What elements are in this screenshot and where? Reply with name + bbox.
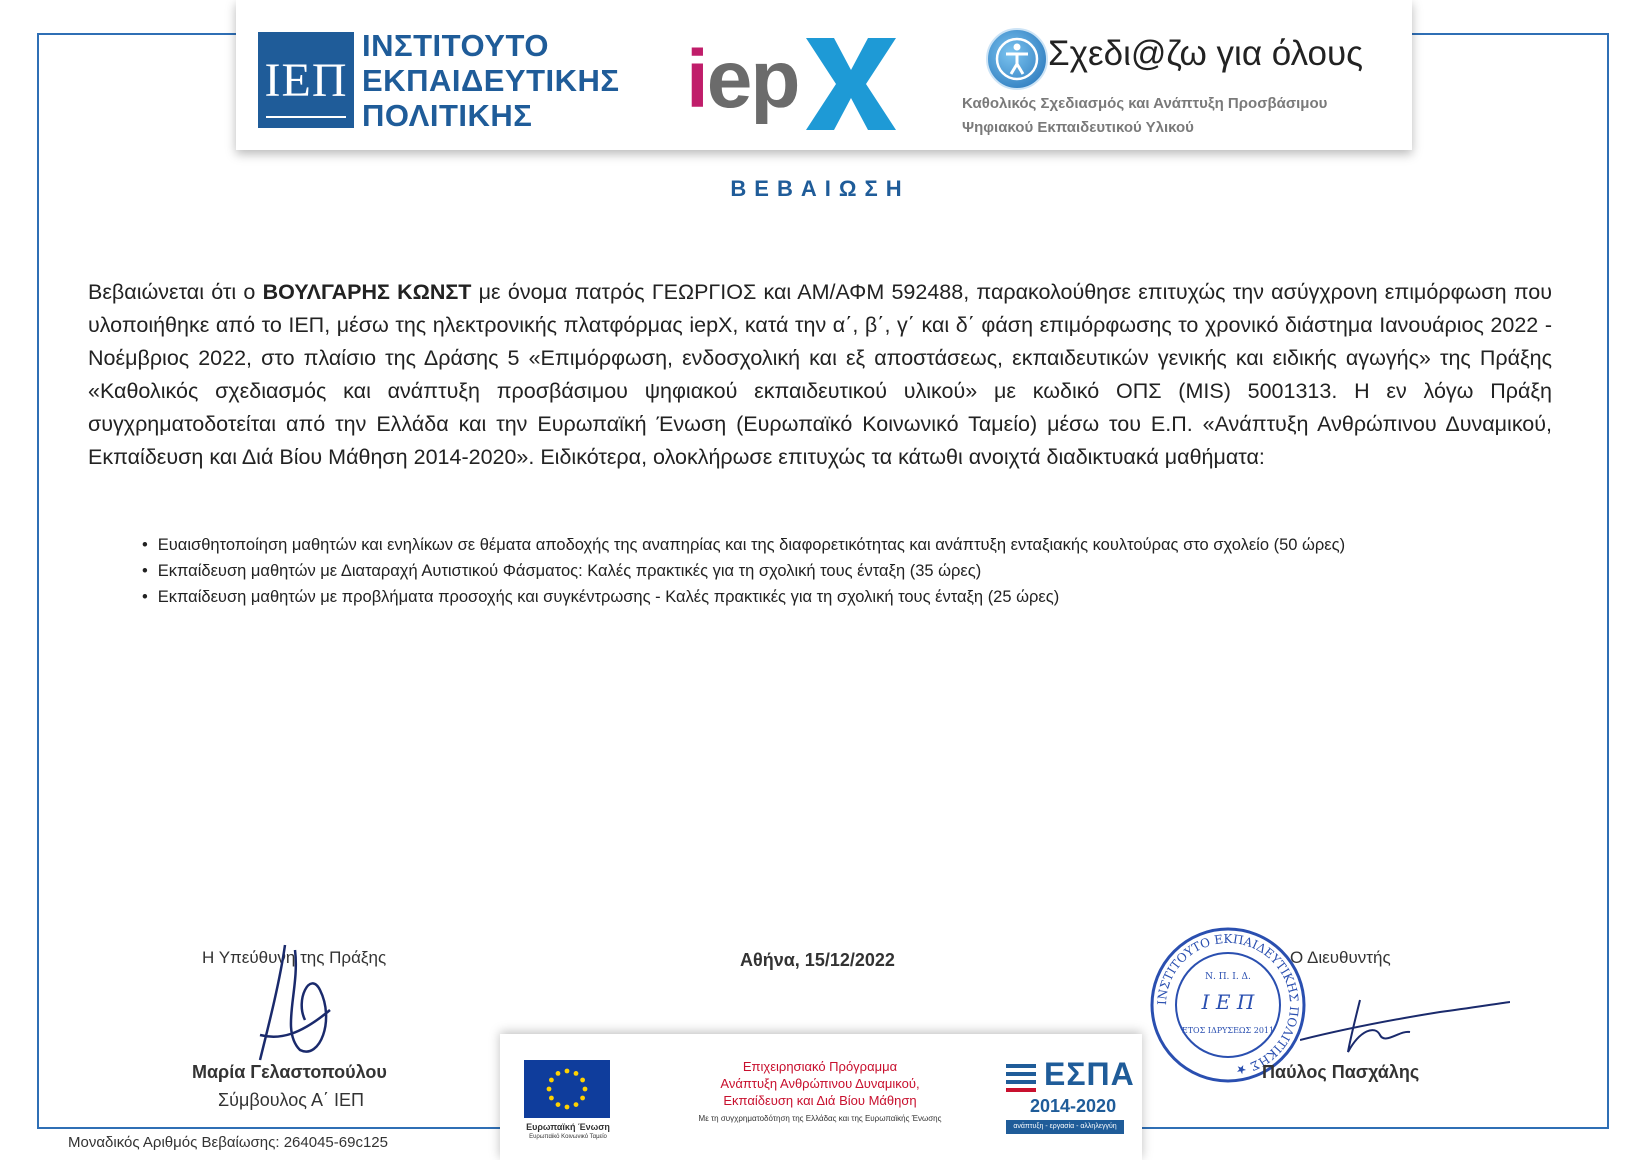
left-signatory-name: Μαρία Γελαστοπούλου (192, 1062, 387, 1082)
iepx-logo (686, 30, 886, 130)
list-item: • Ευαισθητοποίηση μαθητών και ενηλίκων σε θέματα αποδοχής της αναπηρίας και της διαφορετικότητας και ανάπτυξη ενταξιακής κουλτούρας στο σχολείο (50 ώρες) (142, 532, 1345, 558)
eu-fund-name: Ευρωπαϊκό Κοινωνικό Ταμείο (529, 1134, 607, 1140)
ep-line: Επιχειρησιακό Πρόγραμμα (742, 1059, 898, 1074)
iepx-logo-i: i (686, 34, 707, 125)
operational-programme (640, 1058, 1000, 1109)
sxediazo-title: Σχεδι@ζω για όλους (1048, 34, 1364, 73)
course-list (142, 532, 1345, 610)
iep-initials: ΙΕΠ (264, 53, 348, 107)
iepx-x-icon (806, 38, 896, 130)
certificate-number: Μοναδικός Αριθμός Βεβαίωσης: 264045-69c125 (68, 1134, 388, 1151)
svg-text:ΙΝΣΤΙΤΟΥΤΟ ΕΚΠΑΙΔΕΥΤΙΚΗΣ ΠΟΛΙΤ: ΙΝΣΤΙΤΟΥΤΟ ΕΚΠΑΙΔΕΥΤΙΚΗΣ ΠΟΛΙΤΙΚΗΣ ★ (1154, 931, 1302, 1078)
sxediazo-sub-line: Καθολικός Σχεδιασμός και Ανάπτυξη Προσβάσιμου (962, 95, 1328, 112)
iepx-logo-ep: ep (706, 34, 799, 125)
sxediazo-subtitle (962, 92, 1327, 140)
left-signatory-title: Σύμβουλος Α΄ ΙΕΠ (218, 1090, 364, 1110)
place-date: Αθήνα, 15/12/2022 (740, 950, 895, 970)
sxediazo-sub-line: Ψηφιακού Εκπαιδευτικού Υλικού (962, 119, 1194, 136)
left-signature-image (240, 940, 360, 1070)
right-signatory-role: Ο Διευθυντής (1290, 948, 1391, 967)
iep-name-line: ΠΟΛΙΤΙΚΗΣ (362, 98, 533, 133)
iep-name-line: ΕΚΠΑΙΔΕΥΤΙΚΗΣ (362, 63, 620, 98)
eu-flag-icon (524, 1060, 610, 1118)
greek-flag-stripes-icon (1006, 1062, 1040, 1092)
left-signatory-role: Η Υπεύθυνη της Πράξης (202, 948, 387, 967)
accessibility-icon (986, 28, 1048, 90)
svg-text:Ι Ε Π: Ι Ε Π (1201, 990, 1255, 1014)
iep-name-line: ΙΝΣΤΙΤΟΥΤΟ (362, 28, 549, 63)
page-title: ΒΕΒΑΙΩΣΗ (730, 176, 910, 201)
official-stamp (1148, 925, 1308, 1085)
svg-text:ΕΤΟΣ ΙΔΡΥΣΕΩΣ 2011: ΕΤΟΣ ΙΔΡΥΣΕΩΣ 2011 (1181, 1026, 1275, 1035)
certificate-body (88, 276, 1552, 474)
cofund-note: Με τη συγχρηματοδότηση της Ελλάδας και της Ευρωπαϊκής Ένωσης (698, 1114, 942, 1123)
espa-years: 2014-2020 (1030, 1096, 1117, 1116)
list-item: • Εκπαίδευση μαθητών με προβλήματα προσοχής και συγκέντρωσης - Καλές πρακτικές για τη σχολική τους ένταξη (25 ώρες) (142, 584, 1345, 610)
espa-logo-text: ΕΣΠΑ (1044, 1056, 1135, 1092)
iep-logo-mark (258, 32, 354, 128)
header-logos (236, 0, 1412, 150)
list-item: • Εκπαίδευση μαθητών με Διαταραχή Αυτιστικού Φάσματος: Καλές πρακτικές για τη σχολική τους ένταξη (35 ώρες) (142, 558, 1345, 584)
trainee-name: ΒΟΥΛΓΑΡΗΣ ΚΩΝΣΤ (262, 280, 472, 304)
certificate-text: με όνομα πατρός ΓΕΩΡΓΙΟΣ και ΑΜ/ΑΦΜ 592488, παρακολούθησε επιτυχώς την ασύγχρονη επιμόρφωση που υλοποιήθηκε από το ΙΕΠ, μέσω της ηλεκτρονικής πλατφόρμας iepX, κατά την α΄, β΄, γ΄ και δ΄ φάση επιμόρφωσης το χρονικό διάστημα Ιανουάριος 2022 - Νοέμβριος 2022, στο πλαίσιο της Δράσης 5 «Επιμόρφωση, ενδοσχολική και εξ αποστάσεως, εκπαιδευτικών γενικής και ειδικής αγωγής» της Πράξης «Καθολικός σχεδιασμός και ανάπτυξη προσβάσιμου ψηφιακού εκπαιδευτικού υλικού» με κωδικό ΟΠΣ (MIS) 5001313. Η εν λόγω Πράξη συγχρηματοδοτείται από την Ελλάδα και την Ευρωπαϊκή Ένωση (Ευρωπαϊκό Κοινωνικό Ταμείο) μέσω του Ε.Π. «Ανάπτυξη Ανθρώπινου Δυναμικού, Εκπαίδευση και Διά Βίου Μάθηση 2014-2020». Ειδικότερα, ολοκλήρωσε επιτυχώς τα κάτωθι ανοιχτά διαδικτυακά μαθήματα: (88, 280, 1553, 469)
right-signatory-name: Παύλος Πασχάλης (1262, 1062, 1420, 1082)
eu-label (520, 1122, 616, 1142)
right-signature-image (1300, 990, 1510, 1060)
sxediazo-logo (958, 26, 1398, 136)
footer-funding-logos (500, 1034, 1142, 1160)
espa-motto: ανάπτυξη - εργασία - αλληλεγγύη (1006, 1120, 1124, 1134)
ep-line: Εκπαίδευση και Διά Βίου Μάθηση (723, 1093, 917, 1108)
intro-prefix: Βεβαιώνεται ότι ο (88, 280, 263, 304)
svg-text:Ν. Π. Ι. Δ.: Ν. Π. Ι. Δ. (1205, 972, 1251, 982)
ep-line: Ανάπτυξη Ανθρώπινου Δυναμικού, (720, 1076, 920, 1091)
eu-name: Ευρωπαϊκή Ένωση (526, 1122, 610, 1132)
iep-logo-text (362, 28, 620, 133)
